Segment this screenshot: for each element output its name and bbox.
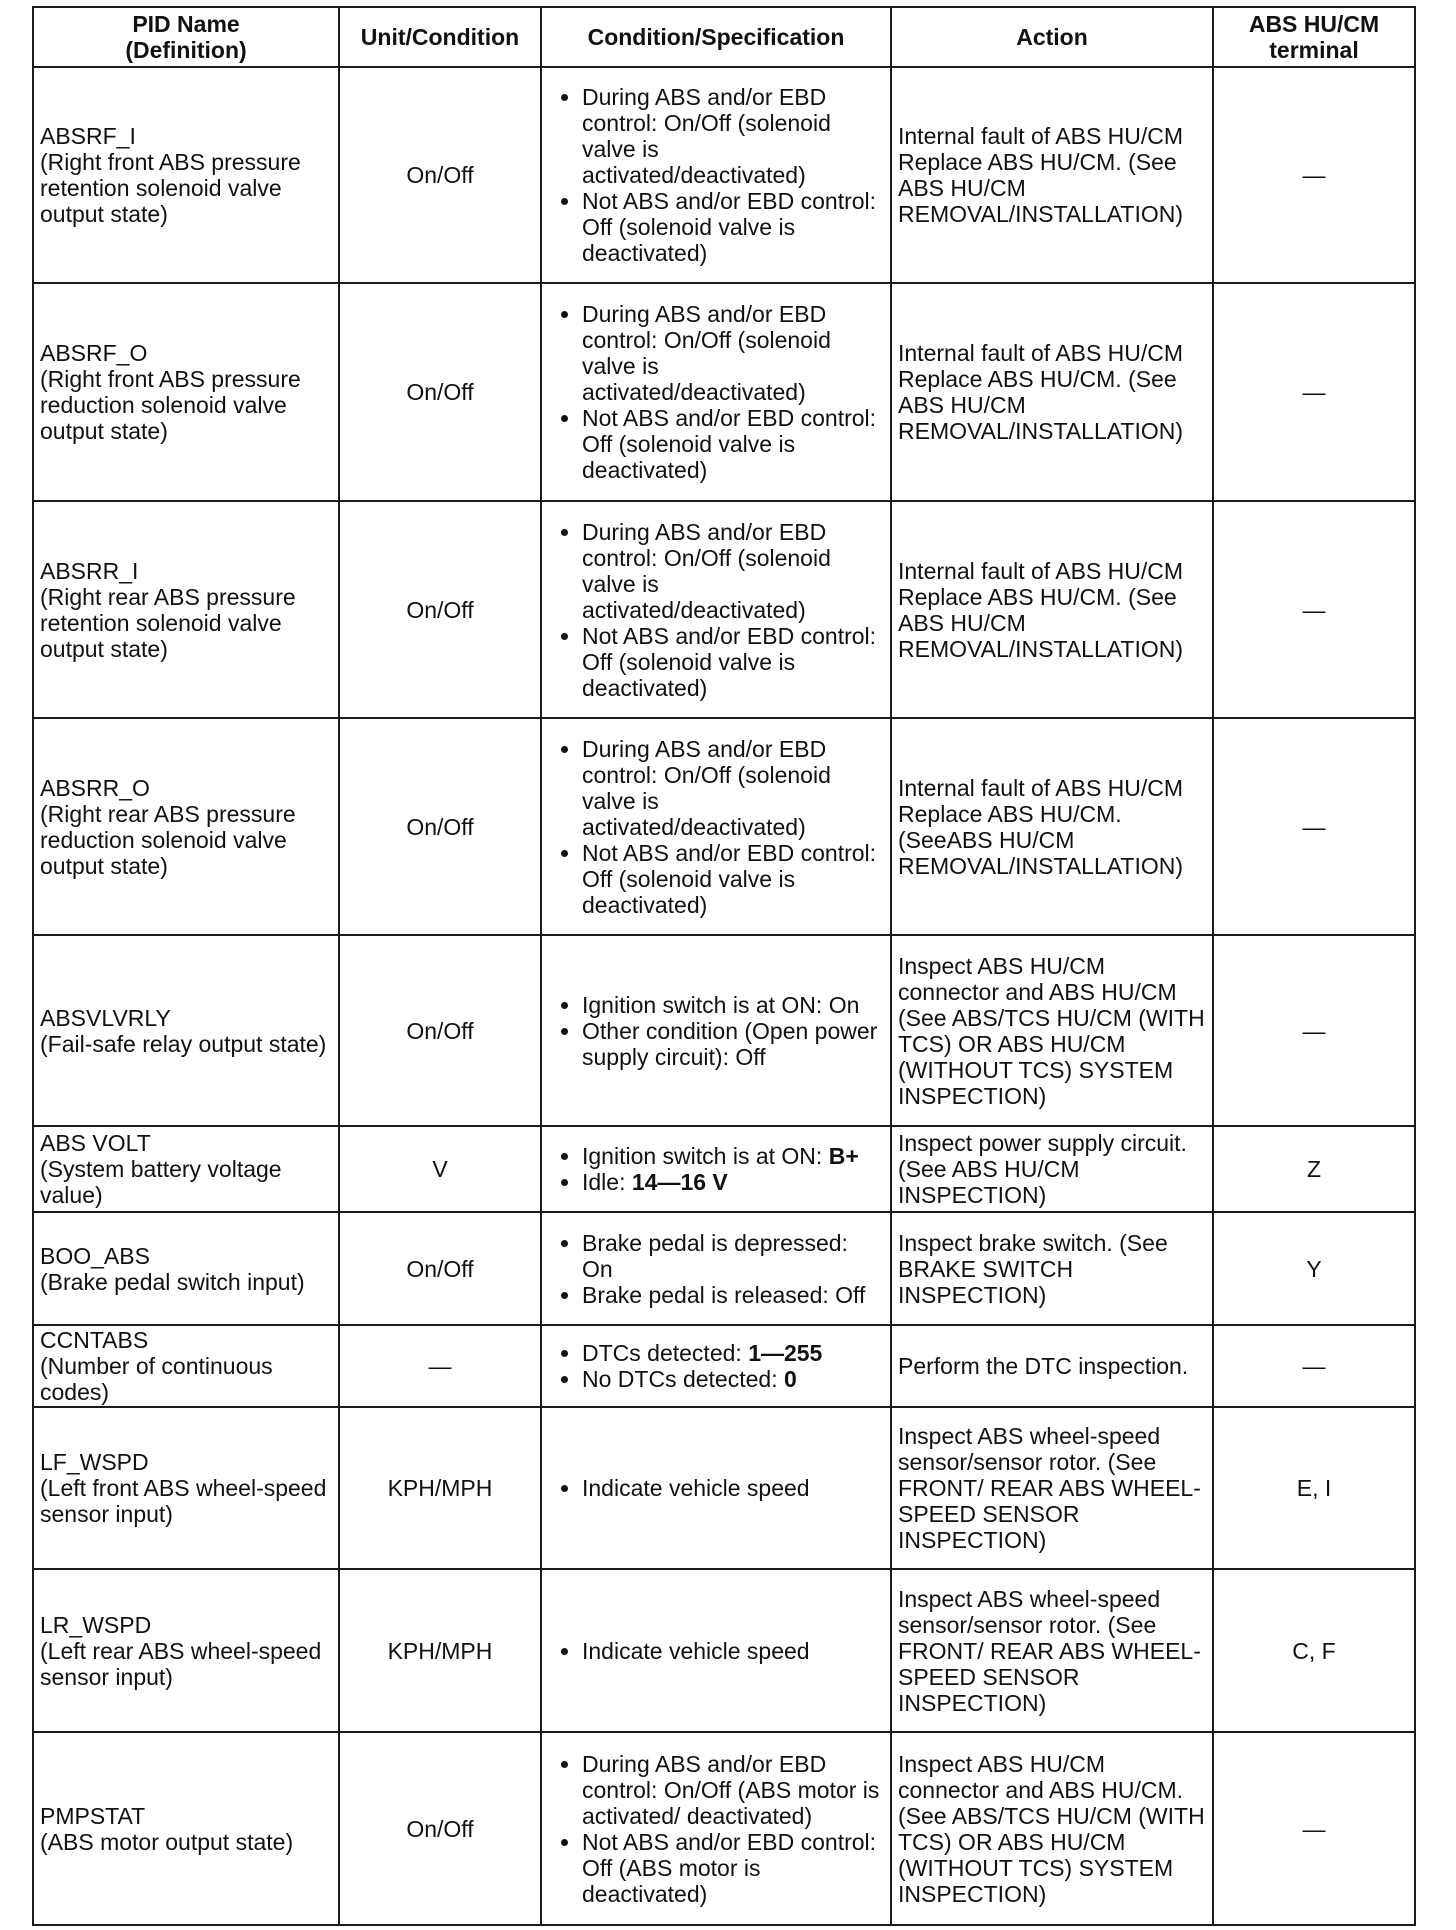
pid-definition: (Right front ABS pressure retention solenoid valve output state) bbox=[40, 149, 301, 227]
condition-text: Not ABS and/or EBD control: Off (solenoid valve is deactivated) bbox=[582, 405, 877, 483]
condition-text: Not ABS and/or EBD control: Off (ABS motor is deactivated) bbox=[582, 1828, 877, 1907]
header-unit-condition: Unit/Condition bbox=[339, 7, 541, 67]
condition-specification-cell bbox=[541, 283, 891, 501]
action-cell: Inspect brake switch. (See BRAKE SWITCH INSPECTION) bbox=[891, 1212, 1213, 1325]
pid-name: LR_WSPD bbox=[40, 1611, 152, 1638]
terminal-cell: — bbox=[1213, 501, 1415, 718]
pid-cell bbox=[33, 1407, 339, 1569]
condition-item bbox=[582, 1829, 884, 1907]
condition-specification-cell bbox=[541, 1325, 891, 1407]
condition-list bbox=[548, 1340, 884, 1392]
pid-definition: (System battery voltage value) bbox=[40, 1156, 282, 1208]
condition-text: Not ABS and/or EBD control: Off (solenoid valve is deactivated) bbox=[582, 622, 877, 701]
condition-specification-cell bbox=[541, 718, 891, 935]
unit-condition-cell: On/Off bbox=[339, 935, 541, 1126]
condition-item bbox=[582, 1751, 884, 1829]
condition-specification-cell bbox=[541, 935, 891, 1126]
pid-definition: (Left front ABS wheel-speed sensor input) bbox=[40, 1475, 327, 1527]
condition-specification-cell bbox=[541, 501, 891, 718]
condition-specification-cell bbox=[541, 1126, 891, 1212]
header-row bbox=[33, 7, 1415, 67]
pid-cell bbox=[33, 1126, 339, 1212]
condition-text: Ignition switch is at ON: On bbox=[582, 991, 860, 1018]
condition-text: Indicate vehicle speed bbox=[582, 1637, 810, 1664]
pid-name: ABSRR_O bbox=[40, 774, 150, 801]
condition-specification-cell bbox=[541, 1569, 891, 1732]
unit-condition-cell: On/Off bbox=[339, 67, 541, 283]
terminal-cell: Z bbox=[1213, 1126, 1415, 1212]
condition-text: Indicate vehicle speed bbox=[582, 1475, 810, 1501]
condition-text: During ABS and/or EBD control: On/Off (solenoid valve is activated/deactivated) bbox=[582, 84, 831, 188]
pid-cell bbox=[33, 1325, 339, 1407]
terminal-cell: — bbox=[1213, 935, 1415, 1126]
pid-name: ABSVLVRLY bbox=[40, 1004, 171, 1031]
condition-text: During ABS and/or EBD control: On/Off (solenoid valve is activated/deactivated) bbox=[582, 518, 831, 623]
condition-list bbox=[548, 84, 884, 266]
terminal-cell: — bbox=[1213, 1325, 1415, 1407]
table-row bbox=[33, 1325, 1415, 1407]
condition-item bbox=[582, 1638, 884, 1664]
terminal-cell: — bbox=[1213, 718, 1415, 935]
action-cell: Internal fault of ABS HU/CM Replace ABS HU/CM. (See ABS HU/CM REMOVAL/INSTALLATION) bbox=[891, 501, 1213, 718]
unit-condition-cell: On/Off bbox=[339, 501, 541, 718]
condition-list bbox=[548, 1475, 884, 1501]
table-row bbox=[33, 1407, 1415, 1569]
condition-item bbox=[582, 188, 884, 266]
condition-item bbox=[582, 1366, 884, 1392]
condition-item bbox=[582, 1018, 884, 1070]
pid-definition: (Number of continuous codes) bbox=[40, 1353, 273, 1405]
pid-definition: (Right rear ABS pressure retention solenoid valve output state) bbox=[40, 583, 296, 662]
terminal-cell: — bbox=[1213, 1732, 1415, 1925]
action-cell: Inspect ABS wheel-speed sensor/sensor rotor. (See FRONT/ REAR ABS WHEEL-SPEED SENSOR INSPECTION) bbox=[891, 1407, 1213, 1569]
table-row bbox=[33, 501, 1415, 718]
condition-list bbox=[548, 1230, 884, 1308]
table-row bbox=[33, 935, 1415, 1126]
condition-text: During ABS and/or EBD control: On/Off (ABS motor is activated/ deactivated) bbox=[582, 1750, 880, 1829]
condition-text: During ABS and/or EBD control: On/Off (solenoid valve is activated/deactivated) bbox=[582, 301, 831, 405]
pid-name: BOO_ABS bbox=[40, 1242, 150, 1269]
condition-item bbox=[582, 1282, 884, 1308]
pid-definition: (Left rear ABS wheel-speed sensor input) bbox=[40, 1637, 322, 1690]
terminal-cell: E, I bbox=[1213, 1407, 1415, 1569]
pid-definition: (Right front ABS pressure reduction solenoid valve output state) bbox=[40, 366, 301, 444]
pid-name: ABS VOLT bbox=[40, 1130, 151, 1156]
unit-condition-cell: V bbox=[339, 1126, 541, 1212]
condition-text: Not ABS and/or EBD control: Off (solenoid valve is deactivated) bbox=[582, 188, 877, 266]
action-cell: Perform the DTC inspection. bbox=[891, 1325, 1213, 1407]
condition-value: 0 bbox=[783, 1366, 797, 1392]
pid-cell bbox=[33, 501, 339, 718]
header-pid-name: PID Name (Definition) bbox=[33, 7, 339, 67]
condition-value: 1—255 bbox=[748, 1340, 823, 1366]
pid-table bbox=[32, 6, 1416, 1926]
unit-condition-cell: On/Off bbox=[339, 1732, 541, 1925]
table-row bbox=[33, 283, 1415, 501]
condition-item bbox=[582, 1475, 884, 1501]
condition-list bbox=[548, 1751, 884, 1907]
table-row bbox=[33, 1126, 1415, 1212]
unit-condition-cell: On/Off bbox=[339, 718, 541, 935]
condition-text: During ABS and/or EBD control: On/Off (solenoid valve is activated/deactivated) bbox=[582, 735, 831, 840]
pid-definition: (Right rear ABS pressure reduction solenoid valve output state) bbox=[40, 800, 296, 879]
condition-list bbox=[548, 519, 884, 701]
action-cell: Internal fault of ABS HU/CM Replace ABS HU/CM. (See ABS HU/CM REMOVAL/INSTALLATION) bbox=[891, 67, 1213, 283]
table-body bbox=[33, 67, 1415, 1925]
pid-name: ABSRF_O bbox=[40, 340, 148, 366]
unit-condition-cell: KPH/MPH bbox=[339, 1407, 541, 1569]
pid-name: ABSRR_I bbox=[40, 557, 139, 584]
pid-name: LF_WSPD bbox=[40, 1449, 149, 1475]
header-action: Action bbox=[891, 7, 1213, 67]
condition-item bbox=[582, 623, 884, 701]
pid-definition: (Fail-safe relay output state) bbox=[40, 1030, 327, 1057]
condition-specification-cell bbox=[541, 67, 891, 283]
pid-name: ABSRF_I bbox=[40, 123, 136, 149]
pid-cell bbox=[33, 1732, 339, 1925]
action-cell: Inspect ABS wheel-speed sensor/sensor rotor. (See FRONT/ REAR ABS WHEEL-SPEED SENSOR INSPECTION) bbox=[891, 1569, 1213, 1732]
terminal-cell: C, F bbox=[1213, 1569, 1415, 1732]
pid-name: PMPSTAT bbox=[40, 1802, 146, 1829]
header-terminal: ABS HU/CM terminal bbox=[1213, 7, 1415, 67]
condition-item bbox=[582, 1143, 884, 1169]
pid-name: CCNTABS bbox=[40, 1327, 149, 1353]
condition-item bbox=[582, 519, 884, 623]
terminal-cell: — bbox=[1213, 283, 1415, 501]
condition-text: Ignition switch is at ON: bbox=[582, 1143, 829, 1169]
pid-cell bbox=[33, 718, 339, 935]
condition-item bbox=[582, 992, 884, 1018]
table-row bbox=[33, 1212, 1415, 1325]
table-header bbox=[33, 7, 1415, 67]
condition-text: No DTCs detected: bbox=[582, 1366, 784, 1392]
condition-item bbox=[582, 736, 884, 840]
action-cell: Inspect power supply circuit. (See ABS HU/CM INSPECTION) bbox=[891, 1126, 1213, 1212]
table-row bbox=[33, 1569, 1415, 1732]
condition-specification-cell bbox=[541, 1212, 891, 1325]
action-cell: Inspect ABS HU/CM connector and ABS HU/CM (See ABS/TCS HU/CM (WITH TCS) OR ABS HU/CM (WITHOUT TCS) SYSTEM INSPECTION) bbox=[891, 935, 1213, 1126]
pid-cell bbox=[33, 935, 339, 1126]
condition-text: Brake pedal is released: Off bbox=[582, 1281, 866, 1308]
table-row bbox=[33, 1732, 1415, 1925]
condition-text: Other condition (Open power supply circuit): Off bbox=[582, 1017, 878, 1070]
terminal-cell: — bbox=[1213, 67, 1415, 283]
condition-item bbox=[582, 1169, 884, 1195]
condition-item bbox=[582, 1230, 884, 1282]
condition-item bbox=[582, 840, 884, 918]
unit-condition-cell: — bbox=[339, 1325, 541, 1407]
condition-list bbox=[548, 1638, 884, 1664]
condition-list bbox=[548, 1143, 884, 1195]
action-cell: Internal fault of ABS HU/CM Replace ABS HU/CM. (SeeABS HU/CM REMOVAL/INSTALLATION) bbox=[891, 718, 1213, 935]
condition-item bbox=[582, 84, 884, 188]
condition-text: Brake pedal is depressed: On bbox=[582, 1229, 848, 1282]
pid-definition: (Brake pedal switch input) bbox=[40, 1268, 305, 1295]
condition-list bbox=[548, 736, 884, 918]
condition-text: DTCs detected: bbox=[582, 1340, 749, 1366]
unit-condition-cell: On/Off bbox=[339, 1212, 541, 1325]
condition-text: Not ABS and/or EBD control: Off (solenoid valve is deactivated) bbox=[582, 839, 877, 918]
condition-item bbox=[582, 405, 884, 483]
terminal-cell: Y bbox=[1213, 1212, 1415, 1325]
pid-cell bbox=[33, 1569, 339, 1732]
condition-value: 14—16 V bbox=[631, 1169, 728, 1195]
condition-specification-cell bbox=[541, 1407, 891, 1569]
condition-item bbox=[582, 301, 884, 405]
condition-specification-cell bbox=[541, 1732, 891, 1925]
pid-cell bbox=[33, 283, 339, 501]
condition-value: B+ bbox=[828, 1143, 859, 1169]
header-condition-specification: Condition/Specification bbox=[541, 7, 891, 67]
unit-condition-cell: KPH/MPH bbox=[339, 1569, 541, 1732]
pid-cell bbox=[33, 1212, 339, 1325]
unit-condition-cell: On/Off bbox=[339, 283, 541, 501]
condition-text: Idle: bbox=[582, 1169, 632, 1195]
condition-item bbox=[582, 1340, 884, 1366]
table-row bbox=[33, 67, 1415, 283]
condition-list bbox=[548, 301, 884, 483]
table-row bbox=[33, 718, 1415, 935]
pid-definition: (ABS motor output state) bbox=[40, 1828, 294, 1855]
condition-list bbox=[548, 992, 884, 1070]
pid-cell bbox=[33, 67, 339, 283]
action-cell: Inspect ABS HU/CM connector and ABS HU/CM. (See ABS/TCS HU/CM (WITH TCS) OR ABS HU/CM (WITHOUT TCS) SYSTEM INSPECTION) bbox=[891, 1732, 1213, 1925]
action-cell: Internal fault of ABS HU/CM Replace ABS HU/CM. (See ABS HU/CM REMOVAL/INSTALLATION) bbox=[891, 283, 1213, 501]
